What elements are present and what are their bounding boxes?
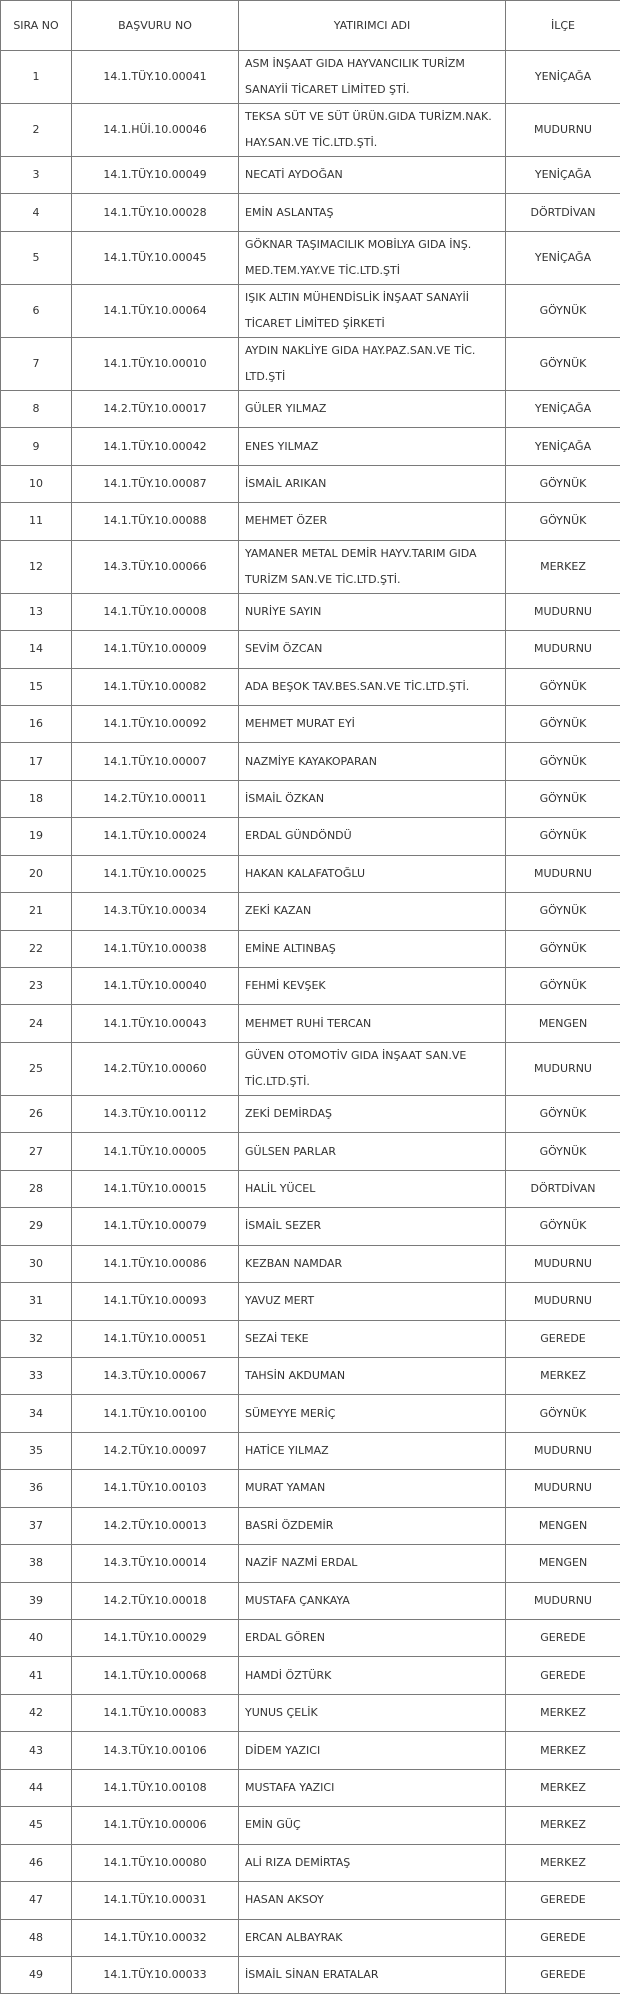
cell-basvuru-no: 14.1.TÜY.10.00100 xyxy=(72,1395,239,1432)
cell-basvuru-no: 14.1.TÜY.10.00028 xyxy=(72,194,239,231)
cell-ilce: GÖYNÜK xyxy=(506,780,620,817)
cell-ilce: MUDURNU xyxy=(506,1582,620,1619)
cell-basvuru-no: 14.3.TÜY.10.00066 xyxy=(72,540,239,593)
table-row xyxy=(1,593,620,630)
cell-ilce: DÖRTDİVAN xyxy=(506,194,620,231)
cell-ilce: MUDURNU xyxy=(506,104,620,157)
cell-basvuru-no: 14.1.TÜY.10.00031 xyxy=(72,1882,239,1919)
cell-yatirimci-adi: ENES YILMAZ xyxy=(239,428,506,465)
cell-basvuru-no: 14.3.TÜY.10.00112 xyxy=(72,1095,239,1132)
cell-sira-no: 45 xyxy=(1,1807,72,1844)
cell-basvuru-no: 14.1.TÜY.10.00087 xyxy=(72,465,239,502)
cell-basvuru-no: 14.1.TÜY.10.00088 xyxy=(72,503,239,540)
table-row xyxy=(1,1507,620,1544)
cell-ilce: MERKEZ xyxy=(506,1694,620,1731)
cell-basvuru-no: 14.2.TÜY.10.00060 xyxy=(72,1042,239,1095)
cell-yatirimci-adi: MEHMET RUHİ TERCAN xyxy=(239,1005,506,1042)
cell-ilce: MERKEZ xyxy=(506,1844,620,1881)
header-yatirimci-adi: YATIRIMCI ADI xyxy=(239,1,506,51)
cell-sira-no: 36 xyxy=(1,1470,72,1507)
cell-sira-no: 47 xyxy=(1,1882,72,1919)
cell-ilce: MUDURNU xyxy=(506,1432,620,1469)
cell-yatirimci-adi: NURİYE SAYIN xyxy=(239,593,506,630)
cell-basvuru-no: 14.1.TÜY.10.00051 xyxy=(72,1320,239,1357)
cell-yatirimci-adi: BASRİ ÖZDEMİR xyxy=(239,1507,506,1544)
cell-basvuru-no: 14.2.TÜY.10.00017 xyxy=(72,390,239,427)
cell-basvuru-no: 14.1.TÜY.10.00049 xyxy=(72,157,239,194)
cell-ilce: GEREDE xyxy=(506,1919,620,1956)
cell-ilce: MENGEN xyxy=(506,1545,620,1582)
table-row xyxy=(1,284,620,337)
cell-sira-no: 42 xyxy=(1,1694,72,1731)
cell-ilce: MERKEZ xyxy=(506,1357,620,1394)
table-row xyxy=(1,1956,620,1993)
cell-ilce: YENİÇAĞA xyxy=(506,231,620,284)
cell-basvuru-no: 14.1.TÜY.10.00043 xyxy=(72,1005,239,1042)
table-row xyxy=(1,465,620,502)
cell-basvuru-no: 14.2.TÜY.10.00013 xyxy=(72,1507,239,1544)
cell-yatirimci-adi: YAVUZ MERT xyxy=(239,1283,506,1320)
cell-yatirimci-adi: İSMAİL SİNAN ERATALAR xyxy=(239,1956,506,1993)
cell-yatirimci-adi: ERDAL GÜNDÖNDÜ xyxy=(239,818,506,855)
cell-basvuru-no: 14.3.TÜY.10.00067 xyxy=(72,1357,239,1394)
cell-ilce: GÖYNÜK xyxy=(506,968,620,1005)
cell-yatirimci-adi: EMİN GÜÇ xyxy=(239,1807,506,1844)
cell-ilce: GEREDE xyxy=(506,1657,620,1694)
table-row xyxy=(1,1807,620,1844)
table-row xyxy=(1,1882,620,1919)
table-row xyxy=(1,1582,620,1619)
cell-sira-no: 24 xyxy=(1,1005,72,1042)
cell-yatirimci-adi: ERCAN ALBAYRAK xyxy=(239,1919,506,1956)
cell-ilce: MUDURNU xyxy=(506,1470,620,1507)
cell-sira-no: 43 xyxy=(1,1732,72,1769)
cell-sira-no: 9 xyxy=(1,428,72,465)
header-row xyxy=(1,1,620,51)
cell-sira-no: 48 xyxy=(1,1919,72,1956)
table-row xyxy=(1,1320,620,1357)
cell-ilce: GÖYNÜK xyxy=(506,337,620,390)
cell-yatirimci-adi: İSMAİL ARIKAN xyxy=(239,465,506,502)
cell-sira-no: 31 xyxy=(1,1283,72,1320)
table-row xyxy=(1,540,620,593)
cell-sira-no: 39 xyxy=(1,1582,72,1619)
table-row xyxy=(1,1133,620,1170)
cell-basvuru-no: 14.3.TÜY.10.00034 xyxy=(72,893,239,930)
cell-ilce: GÖYNÜK xyxy=(506,668,620,705)
table-row xyxy=(1,1357,620,1394)
cell-basvuru-no: 14.1.TÜY.10.00005 xyxy=(72,1133,239,1170)
cell-yatirimci-adi: DİDEM YAZICI xyxy=(239,1732,506,1769)
cell-yatirimci-adi: GÜLSEN PARLAR xyxy=(239,1133,506,1170)
cell-basvuru-no: 14.1.TÜY.10.00079 xyxy=(72,1208,239,1245)
table-row xyxy=(1,1095,620,1132)
cell-sira-no: 19 xyxy=(1,818,72,855)
cell-yatirimci-adi: HAMDİ ÖZTÜRK xyxy=(239,1657,506,1694)
table-row xyxy=(1,503,620,540)
cell-ilce: YENİÇAĞA xyxy=(506,157,620,194)
cell-yatirimci-adi: ALİ RIZA DEMİRTAŞ xyxy=(239,1844,506,1881)
cell-yatirimci-adi: İSMAİL ÖZKAN xyxy=(239,780,506,817)
cell-sira-no: 22 xyxy=(1,930,72,967)
table-row xyxy=(1,51,620,104)
cell-basvuru-no: 14.2.TÜY.10.00011 xyxy=(72,780,239,817)
cell-sira-no: 37 xyxy=(1,1507,72,1544)
cell-basvuru-no: 14.1.TÜY.10.00033 xyxy=(72,1956,239,1993)
cell-yatirimci-adi: GÖKNAR TAŞIMACILIK MOBİLYA GIDA İNŞ. MED.TEM.YAY.VE TİC.LTD.ŞTİ xyxy=(239,231,506,284)
cell-basvuru-no: 14.3.TÜY.10.00014 xyxy=(72,1545,239,1582)
cell-basvuru-no: 14.1.HÜİ.10.00046 xyxy=(72,104,239,157)
table-row xyxy=(1,705,620,742)
cell-basvuru-no: 14.1.TÜY.10.00010 xyxy=(72,337,239,390)
cell-yatirimci-adi: MURAT YAMAN xyxy=(239,1470,506,1507)
table-row xyxy=(1,104,620,157)
cell-basvuru-no: 14.1.TÜY.10.00040 xyxy=(72,968,239,1005)
cell-basvuru-no: 14.1.TÜY.10.00032 xyxy=(72,1919,239,1956)
cell-sira-no: 33 xyxy=(1,1357,72,1394)
table-row xyxy=(1,194,620,231)
cell-basvuru-no: 14.1.TÜY.10.00015 xyxy=(72,1170,239,1207)
table-row xyxy=(1,1170,620,1207)
table-row xyxy=(1,428,620,465)
cell-yatirimci-adi: MUSTAFA YAZICI xyxy=(239,1769,506,1806)
cell-basvuru-no: 14.1.TÜY.10.00108 xyxy=(72,1769,239,1806)
header-ilce: İLÇE xyxy=(506,1,620,51)
cell-yatirimci-adi: KEZBAN NAMDAR xyxy=(239,1245,506,1282)
cell-sira-no: 28 xyxy=(1,1170,72,1207)
cell-yatirimci-adi: ERDAL GÖREN xyxy=(239,1620,506,1657)
cell-ilce: MUDURNU xyxy=(506,1042,620,1095)
cell-sira-no: 44 xyxy=(1,1769,72,1806)
cell-basvuru-no: 14.1.TÜY.10.00041 xyxy=(72,51,239,104)
table-row xyxy=(1,1732,620,1769)
cell-ilce: MUDURNU xyxy=(506,855,620,892)
cell-sira-no: 2 xyxy=(1,104,72,157)
table-row xyxy=(1,1694,620,1731)
cell-basvuru-no: 14.1.TÜY.10.00086 xyxy=(72,1245,239,1282)
table-row xyxy=(1,968,620,1005)
cell-yatirimci-adi: AYDIN NAKLİYE GIDA HAY.PAZ.SAN.VE TİC. LTD.ŞTİ xyxy=(239,337,506,390)
cell-sira-no: 21 xyxy=(1,893,72,930)
cell-sira-no: 40 xyxy=(1,1620,72,1657)
cell-basvuru-no: 14.1.TÜY.10.00025 xyxy=(72,855,239,892)
cell-sira-no: 29 xyxy=(1,1208,72,1245)
cell-ilce: MUDURNU xyxy=(506,1283,620,1320)
cell-sira-no: 20 xyxy=(1,855,72,892)
cell-yatirimci-adi: GÜVEN OTOMOTİV GIDA İNŞAAT SAN.VE TİC.LTD.ŞTİ. xyxy=(239,1042,506,1095)
cell-sira-no: 13 xyxy=(1,593,72,630)
cell-yatirimci-adi: ZEKİ KAZAN xyxy=(239,893,506,930)
cell-ilce: GEREDE xyxy=(506,1320,620,1357)
cell-yatirimci-adi: NAZİF NAZMİ ERDAL xyxy=(239,1545,506,1582)
cell-ilce: MENGEN xyxy=(506,1507,620,1544)
cell-ilce: GÖYNÜK xyxy=(506,1208,620,1245)
cell-basvuru-no: 14.1.TÜY.10.00092 xyxy=(72,705,239,742)
table-row xyxy=(1,1432,620,1469)
header-basvuru-no: BAŞVURU NO xyxy=(72,1,239,51)
cell-yatirimci-adi: EMİN ASLANTAŞ xyxy=(239,194,506,231)
cell-sira-no: 38 xyxy=(1,1545,72,1582)
cell-basvuru-no: 14.1.TÜY.10.00083 xyxy=(72,1694,239,1731)
table-row xyxy=(1,1769,620,1806)
cell-basvuru-no: 14.2.TÜY.10.00097 xyxy=(72,1432,239,1469)
cell-yatirimci-adi: ADA BEŞOK TAV.BES.SAN.VE TİC.LTD.ŞTİ. xyxy=(239,668,506,705)
cell-basvuru-no: 14.1.TÜY.10.00045 xyxy=(72,231,239,284)
cell-sira-no: 27 xyxy=(1,1133,72,1170)
cell-ilce: GÖYNÜK xyxy=(506,1095,620,1132)
cell-yatirimci-adi: HAKAN KALAFATOĞLU xyxy=(239,855,506,892)
cell-yatirimci-adi: MUSTAFA ÇANKAYA xyxy=(239,1582,506,1619)
cell-sira-no: 11 xyxy=(1,503,72,540)
cell-basvuru-no: 14.2.TÜY.10.00018 xyxy=(72,1582,239,1619)
table-row xyxy=(1,157,620,194)
cell-basvuru-no: 14.1.TÜY.10.00082 xyxy=(72,668,239,705)
cell-basvuru-no: 14.1.TÜY.10.00064 xyxy=(72,284,239,337)
table-row xyxy=(1,1283,620,1320)
table-header xyxy=(1,1,620,51)
cell-sira-no: 23 xyxy=(1,968,72,1005)
cell-basvuru-no: 14.1.TÜY.10.00029 xyxy=(72,1620,239,1657)
cell-ilce: GÖYNÜK xyxy=(506,284,620,337)
table-row xyxy=(1,231,620,284)
table-row xyxy=(1,1657,620,1694)
cell-sira-no: 1 xyxy=(1,51,72,104)
table-row xyxy=(1,1005,620,1042)
cell-sira-no: 8 xyxy=(1,390,72,427)
cell-sira-no: 25 xyxy=(1,1042,72,1095)
cell-yatirimci-adi: MEHMET ÖZER xyxy=(239,503,506,540)
header-sira-no: SIRA NO xyxy=(1,1,72,51)
cell-yatirimci-adi: FEHMİ KEVŞEK xyxy=(239,968,506,1005)
cell-yatirimci-adi: TEKSA SÜT VE SÜT ÜRÜN.GIDA TURİZM.NAK. HAY.SAN.VE TİC.LTD.ŞTİ. xyxy=(239,104,506,157)
cell-ilce: MUDURNU xyxy=(506,593,620,630)
table-row xyxy=(1,668,620,705)
cell-sira-no: 7 xyxy=(1,337,72,390)
table-row xyxy=(1,1470,620,1507)
cell-sira-no: 15 xyxy=(1,668,72,705)
table-row xyxy=(1,390,620,427)
cell-basvuru-no: 14.1.TÜY.10.00080 xyxy=(72,1844,239,1881)
cell-ilce: MUDURNU xyxy=(506,631,620,668)
table-row xyxy=(1,1545,620,1582)
cell-ilce: GEREDE xyxy=(506,1882,620,1919)
cell-yatirimci-adi: GÜLER YILMAZ xyxy=(239,390,506,427)
cell-sira-no: 35 xyxy=(1,1432,72,1469)
cell-yatirimci-adi: HALİL YÜCEL xyxy=(239,1170,506,1207)
cell-ilce: GÖYNÜK xyxy=(506,1133,620,1170)
cell-ilce: GEREDE xyxy=(506,1956,620,1993)
table-row xyxy=(1,1620,620,1657)
cell-basvuru-no: 14.1.TÜY.10.00007 xyxy=(72,743,239,780)
cell-sira-no: 17 xyxy=(1,743,72,780)
cell-sira-no: 16 xyxy=(1,705,72,742)
cell-ilce: MUDURNU xyxy=(506,1245,620,1282)
cell-ilce: GEREDE xyxy=(506,1620,620,1657)
table-row xyxy=(1,1245,620,1282)
cell-sira-no: 18 xyxy=(1,780,72,817)
cell-yatirimci-adi: MEHMET MURAT EYİ xyxy=(239,705,506,742)
cell-sira-no: 32 xyxy=(1,1320,72,1357)
cell-basvuru-no: 14.1.TÜY.10.00093 xyxy=(72,1283,239,1320)
cell-sira-no: 46 xyxy=(1,1844,72,1881)
table-row xyxy=(1,893,620,930)
cell-ilce: MERKEZ xyxy=(506,1807,620,1844)
cell-yatirimci-adi: YAMANER METAL DEMİR HAYV.TARIM GIDA TURİZM SAN.VE TİC.LTD.ŞTİ. xyxy=(239,540,506,593)
cell-basvuru-no: 14.3.TÜY.10.00106 xyxy=(72,1732,239,1769)
cell-yatirimci-adi: ASM İNŞAAT GIDA HAYVANCILIK TURİZM SANAYİİ TİCARET LİMİTED ŞTİ. xyxy=(239,51,506,104)
table-row xyxy=(1,780,620,817)
cell-sira-no: 10 xyxy=(1,465,72,502)
cell-basvuru-no: 14.1.TÜY.10.00024 xyxy=(72,818,239,855)
cell-basvuru-no: 14.1.TÜY.10.00068 xyxy=(72,1657,239,1694)
table-row xyxy=(1,337,620,390)
cell-sira-no: 49 xyxy=(1,1956,72,1993)
cell-sira-no: 34 xyxy=(1,1395,72,1432)
cell-sira-no: 6 xyxy=(1,284,72,337)
cell-basvuru-no: 14.1.TÜY.10.00042 xyxy=(72,428,239,465)
table-row xyxy=(1,1208,620,1245)
cell-ilce: GÖYNÜK xyxy=(506,743,620,780)
cell-ilce: GÖYNÜK xyxy=(506,818,620,855)
table-body xyxy=(1,51,620,1994)
cell-ilce: MERKEZ xyxy=(506,540,620,593)
cell-yatirimci-adi: YUNUS ÇELİK xyxy=(239,1694,506,1731)
cell-yatirimci-adi: IŞIK ALTIN MÜHENDİSLİK İNŞAAT SANAYİİ TİCARET LİMİTED ŞİRKETİ xyxy=(239,284,506,337)
cell-basvuru-no: 14.1.TÜY.10.00038 xyxy=(72,930,239,967)
table-row xyxy=(1,818,620,855)
cell-sira-no: 41 xyxy=(1,1657,72,1694)
cell-basvuru-no: 14.1.TÜY.10.00009 xyxy=(72,631,239,668)
cell-ilce: MERKEZ xyxy=(506,1732,620,1769)
cell-sira-no: 14 xyxy=(1,631,72,668)
table-row xyxy=(1,743,620,780)
table-row xyxy=(1,1844,620,1881)
table-row xyxy=(1,1042,620,1095)
cell-basvuru-no: 14.1.TÜY.10.00103 xyxy=(72,1470,239,1507)
cell-ilce: GÖYNÜK xyxy=(506,1395,620,1432)
cell-yatirimci-adi: ZEKİ DEMİRDAŞ xyxy=(239,1095,506,1132)
table-row xyxy=(1,930,620,967)
cell-ilce: GÖYNÜK xyxy=(506,893,620,930)
cell-yatirimci-adi: HATİCE YILMAZ xyxy=(239,1432,506,1469)
table-row xyxy=(1,855,620,892)
cell-yatirimci-adi: TAHSİN AKDUMAN xyxy=(239,1357,506,1394)
table-row xyxy=(1,631,620,668)
cell-sira-no: 26 xyxy=(1,1095,72,1132)
cell-ilce: GÖYNÜK xyxy=(506,705,620,742)
cell-yatirimci-adi: SÜMEYYE MERİÇ xyxy=(239,1395,506,1432)
cell-sira-no: 5 xyxy=(1,231,72,284)
cell-ilce: GÖYNÜK xyxy=(506,503,620,540)
cell-yatirimci-adi: HASAN AKSOY xyxy=(239,1882,506,1919)
cell-yatirimci-adi: SEZAİ TEKE xyxy=(239,1320,506,1357)
table-row xyxy=(1,1919,620,1956)
cell-basvuru-no: 14.1.TÜY.10.00008 xyxy=(72,593,239,630)
cell-ilce: DÖRTDİVAN xyxy=(506,1170,620,1207)
cell-ilce: MERKEZ xyxy=(506,1769,620,1806)
cell-sira-no: 30 xyxy=(1,1245,72,1282)
cell-sira-no: 4 xyxy=(1,194,72,231)
cell-ilce: GÖYNÜK xyxy=(506,465,620,502)
cell-yatirimci-adi: İSMAİL SEZER xyxy=(239,1208,506,1245)
cell-ilce: YENİÇAĞA xyxy=(506,428,620,465)
cell-sira-no: 3 xyxy=(1,157,72,194)
cell-ilce: YENİÇAĞA xyxy=(506,390,620,427)
cell-ilce: MENGEN xyxy=(506,1005,620,1042)
cell-yatirimci-adi: EMİNE ALTINBAŞ xyxy=(239,930,506,967)
cell-ilce: YENİÇAĞA xyxy=(506,51,620,104)
cell-yatirimci-adi: SEVİM ÖZCAN xyxy=(239,631,506,668)
cell-yatirimci-adi: NAZMİYE KAYAKOPARAN xyxy=(239,743,506,780)
cell-yatirimci-adi: NECATİ AYDOĞAN xyxy=(239,157,506,194)
cell-sira-no: 12 xyxy=(1,540,72,593)
cell-basvuru-no: 14.1.TÜY.10.00006 xyxy=(72,1807,239,1844)
table-row xyxy=(1,1395,620,1432)
cell-ilce: GÖYNÜK xyxy=(506,930,620,967)
